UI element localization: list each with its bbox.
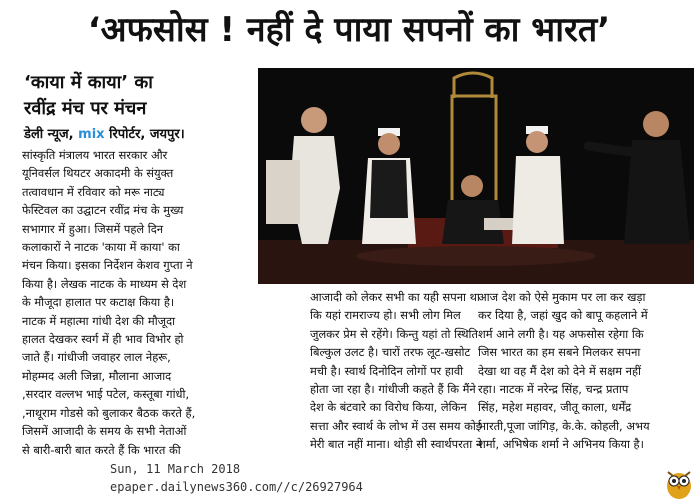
- article-line: शर्मा, अभिषेक शर्मा ने अभिनय किया है।: [478, 437, 644, 452]
- article-line: मची है। स्वार्थ दिनोदिन लोगों पर हावी: [310, 363, 464, 378]
- article-line: मेरी बात नहीं माना। थोड़ी सी स्वार्थपरता ने: [310, 437, 483, 452]
- footer-url[interactable]: epaper.dailynews360.com//c/26927964: [110, 480, 363, 494]
- subhead-line-1: ‘काया में काया’ का: [24, 72, 153, 93]
- footer: [110, 460, 363, 496]
- footer-date: Sun, 11 March 2018: [110, 462, 241, 476]
- article-line: आज देश को ऐसे मुकाम पर ला कर खड़ा: [478, 290, 646, 304]
- article-line: होता जा रहा है। गांधीजी कहते हैं कि मैंने: [310, 382, 476, 397]
- article-column-1: [22, 146, 256, 459]
- article-line: कर दिया है, जहां खुद को बापू कहलाने में: [478, 308, 648, 323]
- article-column-2: [310, 288, 483, 454]
- article-line: फेस्टिवल का उद्घाटन रवींद्र मंच के मुख्य: [22, 203, 184, 218]
- subhead: [24, 70, 254, 122]
- article-line: जिसमें आजादी के समय के सभी नेताओं: [22, 424, 187, 439]
- article-line: सिंह, महेश महावर, जीतू काला, धर्मेंद्र: [478, 400, 632, 415]
- article-line: किया है। लेखक नाटक के माध्यम से देश: [22, 276, 187, 291]
- article-line: यूनिवर्सल थियटर अकादमी के संयुक्त: [22, 166, 174, 181]
- article-line: सभागार में हुआ। जिसमें पहले दिन: [22, 221, 164, 236]
- article-line: जाते हैं। गांधीजी जवाहर लाल नेहरू,: [22, 350, 171, 365]
- article-column-3: [478, 288, 692, 454]
- stage-photo: [258, 68, 694, 284]
- article-line: शर्म आने लगी है। यह अफसोस रहेगा कि: [478, 326, 644, 341]
- article-line: कि यहां रामराज्य हो। सभी लोग मिल: [310, 308, 461, 323]
- article-line: के मौजूदा हालात पर कटाक्ष किया है।: [22, 295, 175, 310]
- article-line: तत्वावधान में रविवार को मरू नाट्य: [22, 184, 165, 199]
- article-line: हालत देखकर स्वर्ग में ही भाव विभोर हो: [22, 332, 184, 347]
- byline-brand: mix: [78, 127, 105, 142]
- article-line: रहा। नाटक में नरेन्द्र सिंह, चन्द्र प्रताप: [478, 382, 629, 397]
- owl-icon: [664, 466, 694, 500]
- article-line: बिल्कुल उलट है। चारों तरफ लूट-खसोट: [310, 345, 471, 360]
- byline-prefix: डेली न्यूज,: [24, 127, 74, 142]
- article-line: आजादी को लेकर सभी का यही सपना था: [310, 290, 480, 304]
- byline: [24, 126, 256, 144]
- article-line: देश के बंटवारे का विरोध किया, लेकिन: [310, 400, 467, 415]
- article-line: ,नाथूराम गोडसे को बुलाकर बैठक करते हैं,: [22, 405, 196, 420]
- subhead-line-2: रवींद्र मंच पर मंचन: [24, 98, 147, 119]
- article-line: जुलकर प्रेम से रहेंगे। किन्तु यहां तो स्थिति: [310, 326, 478, 341]
- article-line: सांस्कृति मंत्रालय भारत सरकार और: [22, 148, 168, 162]
- stage-photo-illustration: [258, 68, 694, 284]
- article-line: देखा था वह मैं देश को देने में सक्षम नहीं: [478, 363, 641, 378]
- article-line: मोहम्मद अली जिन्ना, मौलाना आजाद: [22, 368, 172, 383]
- article-line: कलाकारों ने नाटक 'काया में काया' का: [22, 240, 180, 255]
- article-line: ,सरदार वल्लभ भाई पटेल, कस्तूबा गांधी,: [22, 387, 190, 402]
- article-line: नाटक में महात्मा गांधी देश की मौजूदा: [22, 313, 176, 328]
- headline: ‘अफसोस ! नहीं दे पाया सपनों का भारत’: [87, 10, 611, 50]
- byline-suffix: रिपोर्टर, जयपुर।: [109, 127, 185, 142]
- article-line: भारती,पूजा जांगिड़, के.के. कोहली, अभय: [478, 418, 650, 433]
- article-line: मंचन किया। इसका निर्देशन केशव गुप्ता ने: [22, 258, 193, 273]
- article-line: जिस भारत का हम सबने मिलकर सपना: [478, 345, 641, 360]
- article-line: सत्ता और स्वार्थ के लोभ में उस समय कोई: [310, 418, 482, 433]
- article-line: से बारी-बारी बात करते हैं कि भारत की: [22, 442, 181, 457]
